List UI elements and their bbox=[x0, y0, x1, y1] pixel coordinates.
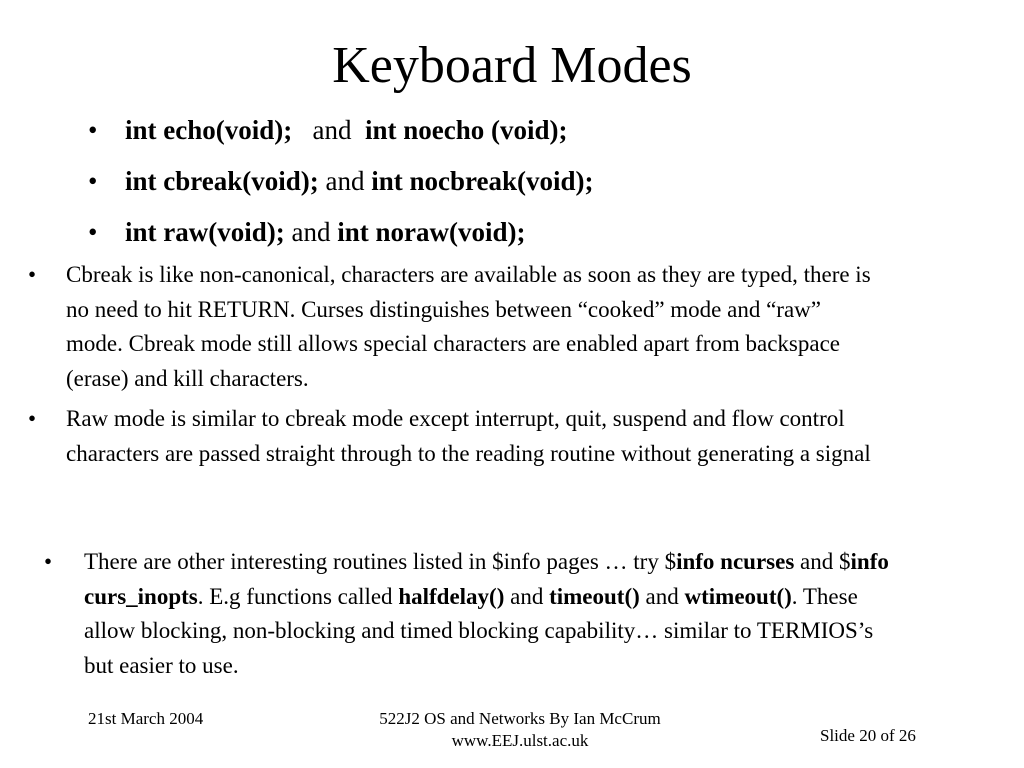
text-segment: and bbox=[504, 583, 550, 609]
text-segment: and $ bbox=[794, 549, 851, 574]
text-segment: There are other interesting routines listed in $info pages … try $ bbox=[84, 549, 677, 574]
and-text: and bbox=[312, 115, 352, 145]
function-cbreak: int cbreak(void); bbox=[125, 166, 319, 196]
text-segment: . E.g functions called bbox=[197, 583, 399, 609]
paragraph-extra bbox=[84, 549, 889, 678]
bullet-dot: • bbox=[88, 166, 98, 196]
list-item bbox=[88, 110, 808, 161]
list-item bbox=[44, 545, 894, 683]
footer-website: www.EEJ.ulst.ac.uk bbox=[451, 731, 589, 750]
function-timeout: timeout() bbox=[549, 583, 640, 609]
code-function-list bbox=[88, 110, 808, 263]
function-echo: int echo(void); bbox=[125, 115, 293, 145]
bullet-dot: • bbox=[44, 549, 53, 574]
function-noecho: int noecho (void); bbox=[364, 115, 568, 145]
bullet-dot: • bbox=[28, 406, 37, 431]
text-segment: . These allow blocking, non-blocking and timed blocking capability… similar to TERMIOS’s but easier to use. bbox=[84, 583, 874, 678]
footer-date: 21st March 2004 bbox=[88, 709, 204, 728]
list-item bbox=[28, 402, 878, 471]
function-nocbreak: int nocbreak(void); bbox=[371, 166, 594, 196]
list-item bbox=[28, 258, 878, 396]
function-raw: int raw(void); bbox=[125, 217, 285, 247]
bullet-dot: • bbox=[88, 115, 98, 145]
function-noraw: int noraw(void); bbox=[337, 217, 526, 247]
paragraph-cbreak: Cbreak is like non-canonical, characters are available as soon as they are typed, there is no need to hit RETURN. Curses distinguishes between “cooked” mode and “raw” mode. Cbreak mode still allows special characters are enabled apart from backspace (erase) and kill characters. bbox=[66, 262, 871, 391]
slide-number: Slide 20 of 26 bbox=[820, 726, 916, 745]
function-halfdelay: halfdelay() bbox=[398, 583, 505, 609]
footer-course-info bbox=[330, 708, 710, 752]
and-text: and bbox=[325, 166, 365, 196]
list-item bbox=[88, 212, 808, 263]
slide-title: Keyboard Modes bbox=[332, 37, 692, 94]
and-text: and bbox=[291, 217, 331, 247]
info-curs-inopts: info curs_inopts bbox=[84, 549, 889, 609]
bullet-dot: • bbox=[88, 217, 98, 247]
paragraph-raw: Raw mode is similar to cbreak mode except interrupt, quit, suspend and flow control characters are passed straight through to the reading routine without generating a signal bbox=[66, 406, 871, 466]
explanation-list bbox=[28, 258, 878, 477]
function-wtimeout: wtimeout() bbox=[684, 583, 792, 609]
info-ncurses: info ncurses bbox=[676, 549, 795, 574]
additional-info-list bbox=[44, 545, 894, 683]
footer-course-title: 522J2 OS and Networks By Ian McCrum bbox=[379, 709, 661, 728]
list-item bbox=[88, 161, 808, 212]
bullet-dot: • bbox=[28, 262, 37, 287]
text-segment: and bbox=[639, 583, 685, 609]
